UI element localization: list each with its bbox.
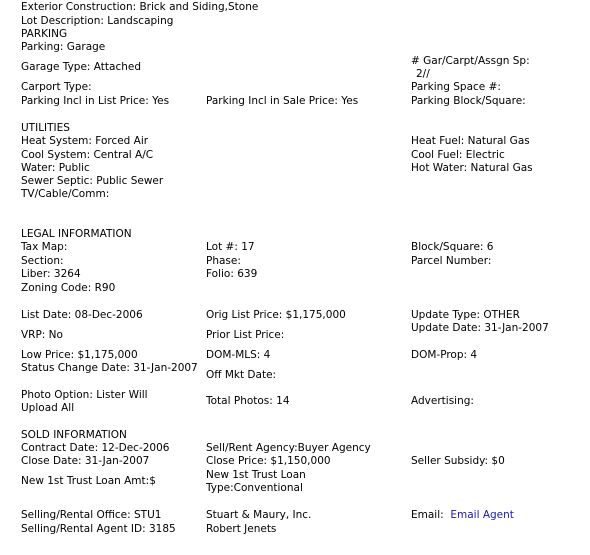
parking-space: Parking Space #: [411, 81, 501, 93]
folio: Folio: 639 [206, 268, 258, 280]
cool-system: Cool System: Central A/C [21, 149, 154, 161]
update-type: Update Type: OTHER [411, 309, 520, 321]
hot-water: Hot Water: Natural Gas [411, 162, 533, 174]
parking-incl-sale: Parking Incl in Sale Price: Yes [206, 95, 359, 107]
list-date: List Date: 08-Dec-2006 [21, 309, 143, 321]
gar-carpt-label: # Gar/Carpt/Assgn Sp: [411, 55, 530, 67]
contract-date: Contract Date: 12-Dec-2006 [21, 442, 170, 454]
photo-option: Photo Option: Lister Will Upload All [21, 389, 148, 414]
close-price: Close Price: $1,150,000 [206, 455, 331, 467]
low-price: Low Price: $1,175,000 [21, 349, 138, 361]
phase: Phase: [206, 255, 241, 267]
email-agent-link[interactable]: Email Agent [450, 509, 514, 521]
seller-subsidy: Seller Subsidy: $0 [411, 455, 505, 467]
heat-fuel: Heat Fuel: Natural Gas [411, 135, 530, 147]
carport-type: Carport Type: [21, 81, 92, 93]
selling-rental-agent-id: Selling/Rental Agent ID: 3185 [21, 523, 176, 535]
update-date: Update Date: 31-Jan-2007 [411, 322, 549, 334]
parking-incl-list: Parking Incl in List Price: Yes [21, 95, 170, 107]
legal-heading: LEGAL INFORMATION [21, 228, 132, 240]
off-mkt-date: Off Mkt Date: [206, 369, 277, 381]
zoning-code: Zoning Code: R90 [21, 282, 116, 294]
email-row [411, 509, 514, 522]
water: Water: Public [21, 162, 90, 174]
exterior-construction: Exterior Construction: Brick and Siding,Stone [21, 1, 259, 13]
parking-type: Parking: Garage [21, 41, 106, 53]
utilities-heading: UTILITIES [21, 122, 70, 134]
email-label: Email: [411, 509, 444, 521]
sell-rent-agency: Sell/Rent Agency:Buyer Agency [206, 442, 371, 454]
new-1st-trust-loan-type: New 1st Trust Loan Type:Conventional [206, 469, 306, 494]
gar-carpt-value: 2// [416, 68, 430, 80]
selling-rental-office: Selling/Rental Office: STU1 [21, 509, 162, 521]
parcel-number: Parcel Number: [411, 255, 492, 267]
selling-office-name: Stuart & Maury, Inc. [206, 509, 312, 521]
close-date: Close Date: 31-Jan-2007 [21, 455, 150, 467]
lot-description: Lot Description: Landscaping [21, 15, 174, 27]
tv-cable-comm: TV/Cable/Comm: [21, 188, 110, 200]
dom-prop: DOM-Prop: 4 [411, 349, 478, 361]
garage-type: Garage Type: Attached [21, 61, 141, 73]
cool-fuel: Cool Fuel: Electric [411, 149, 505, 161]
total-photos: Total Photos: 14 [206, 395, 290, 407]
orig-list-price: Orig List Price: $1,175,000 [206, 309, 346, 321]
legal-block-square: Block/Square: 6 [411, 241, 494, 253]
section: Section: [21, 255, 64, 267]
advertising: Advertising: [411, 395, 474, 407]
vrp: VRP: No [21, 329, 63, 341]
parking-heading: PARKING [21, 28, 68, 40]
prior-list-price: Prior List Price: [206, 329, 285, 341]
liber: Liber: 3264 [21, 268, 81, 280]
sold-heading: SOLD INFORMATION [21, 429, 127, 441]
sewer-septic: Sewer Septic: Public Sewer [21, 175, 164, 187]
dom-mls: DOM-MLS: 4 [206, 349, 271, 361]
selling-agent-name: Robert Jenets [206, 523, 277, 535]
lot-number: Lot #: 17 [206, 241, 255, 253]
tax-map: Tax Map: [21, 241, 68, 253]
heat-system: Heat System: Forced Air [21, 135, 149, 147]
parking-block-square: Parking Block/Square: [411, 95, 526, 107]
status-change-date: Status Change Date: 31-Jan-2007 [21, 362, 198, 374]
new-1st-trust-loan-amt: New 1st Trust Loan Amt:$ [21, 475, 156, 487]
